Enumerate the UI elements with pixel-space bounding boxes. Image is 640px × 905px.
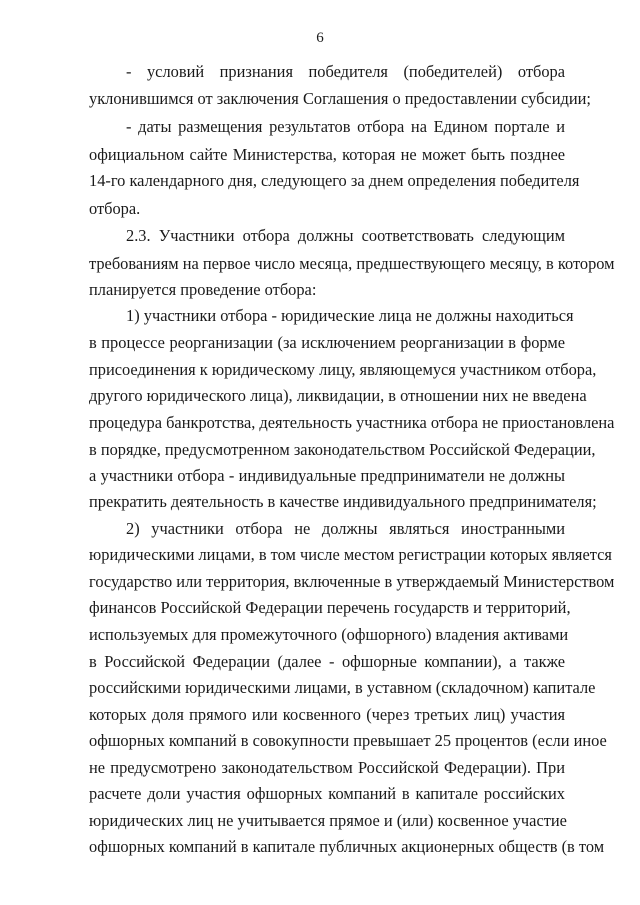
text-line: а участники отбора - индивидуальные предприниматели не должны [89, 466, 565, 485]
text-line: - условий признания победителя (победителей) отбора [126, 62, 565, 81]
text-line: 2.3. Участники отбора должны соответствовать следующим [126, 226, 565, 245]
page-number: 6 [316, 30, 324, 46]
text-line: 1) участники отбора - юридические лица не должны находиться [126, 306, 574, 325]
text-line: в Российской Федерации (далее - офшорные компании), а также [89, 652, 565, 671]
text-line: в процессе реорганизации (за исключением реорганизации в форме [89, 333, 565, 352]
text-line: присоединения к юридическому лицу, являющемуся участником отбора, [89, 360, 597, 379]
text-line: прекратить деятельность в качестве индивидуального предпринимателя; [89, 492, 597, 511]
text-line: используемых для промежуточного (офшорного) владения активами [89, 625, 569, 644]
text-line: процедура банкротства, деятельность участника отбора не приостановлена [89, 413, 615, 432]
text-line: планируется проведение отбора: [89, 280, 317, 299]
text-line: расчете доли участия офшорных компаний в капитале российских [89, 784, 565, 803]
text-line: юридических лиц не учитывается прямое и (или) косвенное участие [89, 811, 567, 830]
text-line: в порядке, предусмотренном законодательством Российской Федерации, [89, 440, 596, 459]
text-line: российскими юридическими лицами, в уставном (складочном) капитале [89, 678, 596, 697]
text-line: финансов Российской Федерации перечень государств и территорий, [89, 598, 571, 617]
text-line: которых доля прямого или косвенного (через третьих лиц) участия [89, 705, 565, 724]
text-line: другого юридического лица), ликвидации, в отношении них не введена [89, 386, 587, 405]
text-line: офшорных компаний в капитале публичных акционерных обществ (в том [89, 837, 605, 856]
text-line: уклонившимся от заключения Соглашения о предоставлении субсидии; [89, 89, 591, 108]
text-line: 14-го календарного дня, следующего за днем определения победителя [89, 171, 580, 190]
text-line: - даты размещения результатов отбора на Едином портале и [126, 117, 565, 136]
text-line: отбора. [89, 199, 141, 218]
text-line: требованиям на первое число месяца, предшествующего месяцу, в котором [89, 254, 615, 273]
text-line: 2) участники отбора не должны являться иностранными [126, 519, 565, 538]
text-line: не предусмотрено законодательством Российской Федерации). При [89, 758, 565, 777]
text-line: официальном сайте Министерства, которая не может быть позднее [89, 145, 565, 164]
text-line: офшорных компаний в совокупности превышает 25 процентов (если иное [89, 731, 607, 750]
text-line: государство или территория, включенные в утверждаемый Министерством [89, 572, 615, 591]
text-line: юридическими лицами, в том числе местом регистрации которых является [89, 545, 612, 564]
